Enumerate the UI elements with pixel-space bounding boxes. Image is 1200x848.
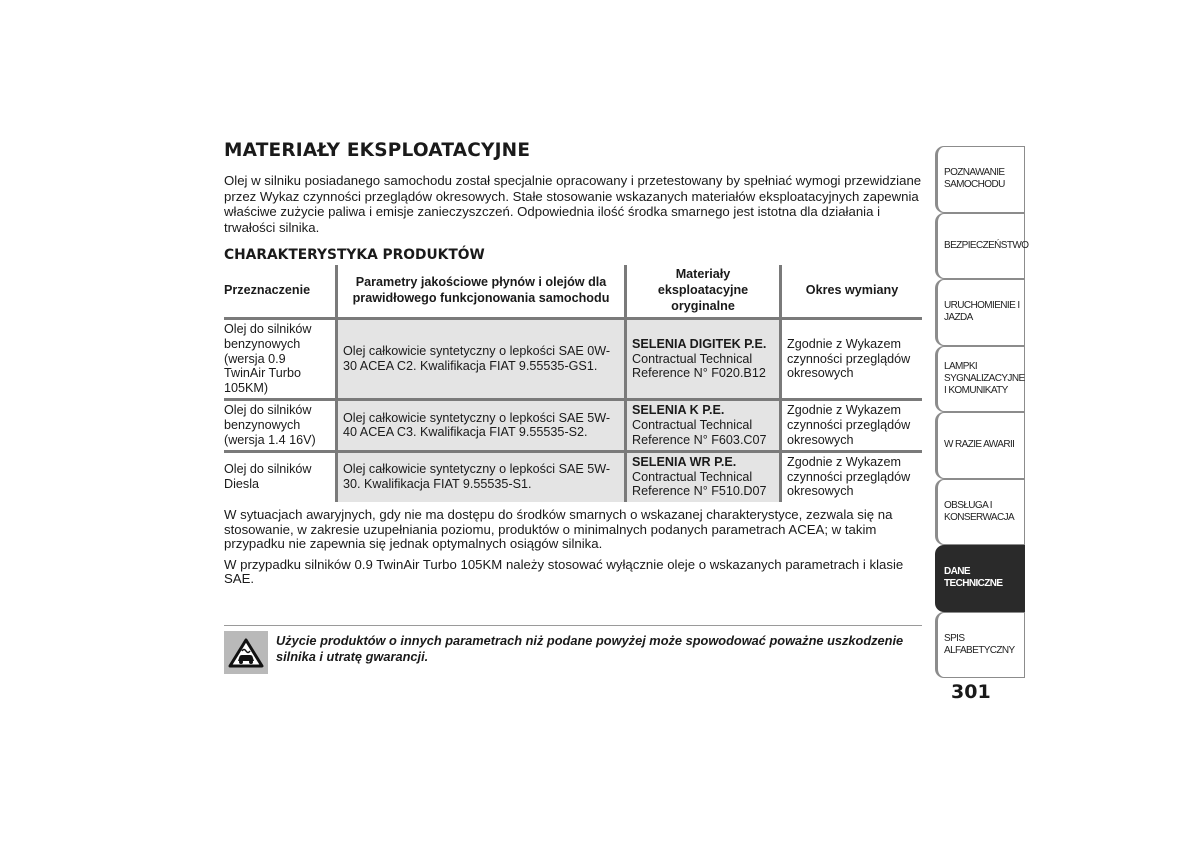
cell-purpose: Olej do silników benzynowych (wersja 0.9 TwinAir Turbo 105KM) [224, 320, 335, 401]
product-name: SELENIA WR P.E. [632, 455, 737, 470]
main-content [224, 140, 924, 587]
sidebar-tab-spis-alfabetyczny[interactable]: SPIS ALFABETYCZNY [935, 612, 1025, 679]
products-table [224, 265, 922, 502]
cell-materials [624, 401, 779, 453]
page-number: 301 [951, 681, 991, 703]
warning-text: Użycie produktów o innych parametrach niż podane powyżej może spowodować poważne uszkodzenie silnika i utratę gwarancji. [276, 633, 904, 664]
warning-triangle-car-icon [224, 631, 268, 674]
cell-params: Olej całkowicie syntetyczny o lepkości SAE 0W-30 ACEA C2. Kwalifikacja FIAT 9.55535-GS1. [335, 320, 624, 401]
table-row [224, 453, 922, 502]
cell-interval: Zgodnie z Wykazem czynności przeglądów okresowych [779, 320, 922, 401]
cell-params: Olej całkowicie syntetyczny o lepkości SAE 5W-40 ACEA C3. Kwalifikacja FIAT 9.55535-S2. [335, 401, 624, 453]
header-materials: Materiały eksploatacyjne oryginalne [624, 265, 779, 320]
page-title: MATERIAŁY EKSPLOATACYJNE [224, 140, 531, 161]
sidebar-tab-uruchomienie-i-jazda[interactable]: URUCHOMIENIE I JAZDA [935, 279, 1025, 346]
table-header-row [224, 265, 922, 320]
cell-interval: Zgodnie z Wykazem czynności przeglądów okresowych [779, 401, 922, 453]
warning-box [224, 631, 924, 674]
cell-interval: Zgodnie z Wykazem czynności przeglądów okresowych [779, 453, 922, 502]
product-reference: Contractual Technical Reference N° F020.B12 [632, 351, 766, 381]
product-name: SELENIA K P.E. [632, 403, 725, 418]
cell-materials [624, 453, 779, 502]
cell-params: Olej całkowicie syntetyczny o lepkości SAE 5W-30. Kwalifikacja FIAT 9.55535-S1. [335, 453, 624, 502]
sidebar-tab-dane-techniczne[interactable]: DANE TECHNICZNE [935, 545, 1025, 612]
product-reference: Contractual Technical Reference N° F510.D07 [632, 469, 767, 499]
body-paragraph-2: W przypadku silników 0.9 TwinAir Turbo 105KM należy stosować wyłącznie oleje o wskazanych parametrach i klasie SAE. [224, 556, 904, 587]
sidebar-tab-obsluga-i-konserwacja[interactable]: OBSŁUGA I KONSERWACJA [935, 479, 1025, 546]
product-reference: Contractual Technical Reference N° F603.C07 [632, 417, 767, 447]
sidebar-tab-bezpieczenstwo[interactable]: BEZPIECZEŃSTWO [935, 213, 1025, 280]
sidebar-tab-lampki-sygnalizacyjne[interactable]: LAMPKI SYGNALIZACYJNE I KOMUNIKATY [935, 346, 1025, 413]
intro-paragraph: Olej w silniku posiadanego samochodu został specjalnie opracowany i przetestowany by spełniać wymogi przewidziane przez Wykaz czynności przeglądów okresowych. Stałe stosowanie wskazanych materiałów eksploatacyjnych zapewnia właściwe zużycie paliwa i emisje zanieczyszczeń. Odpowiednia ilość środka smarnego jest istotna dla działania i trwałości silnika. [224, 173, 922, 235]
table-row [224, 401, 922, 453]
table-row [224, 320, 922, 401]
header-interval: Okres wymiany [779, 265, 922, 320]
warning-divider [224, 625, 922, 626]
header-purpose: Przeznaczenie [224, 265, 335, 320]
sidebar-tab-poznawanie-samochodu[interactable]: POZNAWANIE SAMOCHODU [935, 146, 1025, 213]
product-name: SELENIA DIGITEK P.E. [632, 336, 767, 351]
cell-materials [624, 320, 779, 401]
header-params: Parametry jakościowe płynów i olejów dla prawidłowego funkcjonowania samochodu [335, 265, 624, 320]
body-paragraph-1: W sytuacjach awaryjnych, gdy nie ma dostępu do środków smarnych o wskazanej charakterystyce, zezwala się na stosowanie, w zakresie uzupełniania poziomu, produktów o minimalnych podanych parametrach ACEA; w takim przypadku nie zapewnia się jednak optymalnych osiągów silnika. [224, 506, 893, 552]
section-title: CHARAKTERYSTYKA PRODUKTÓW [224, 247, 485, 264]
cell-purpose: Olej do silników benzynowych (wersja 1.4 16V) [224, 401, 335, 453]
cell-purpose: Olej do silników Diesla [224, 462, 312, 492]
chapter-sidebar [935, 146, 1029, 678]
sidebar-tab-w-razie-awarii[interactable]: W RAZIE AWARII [935, 412, 1025, 479]
